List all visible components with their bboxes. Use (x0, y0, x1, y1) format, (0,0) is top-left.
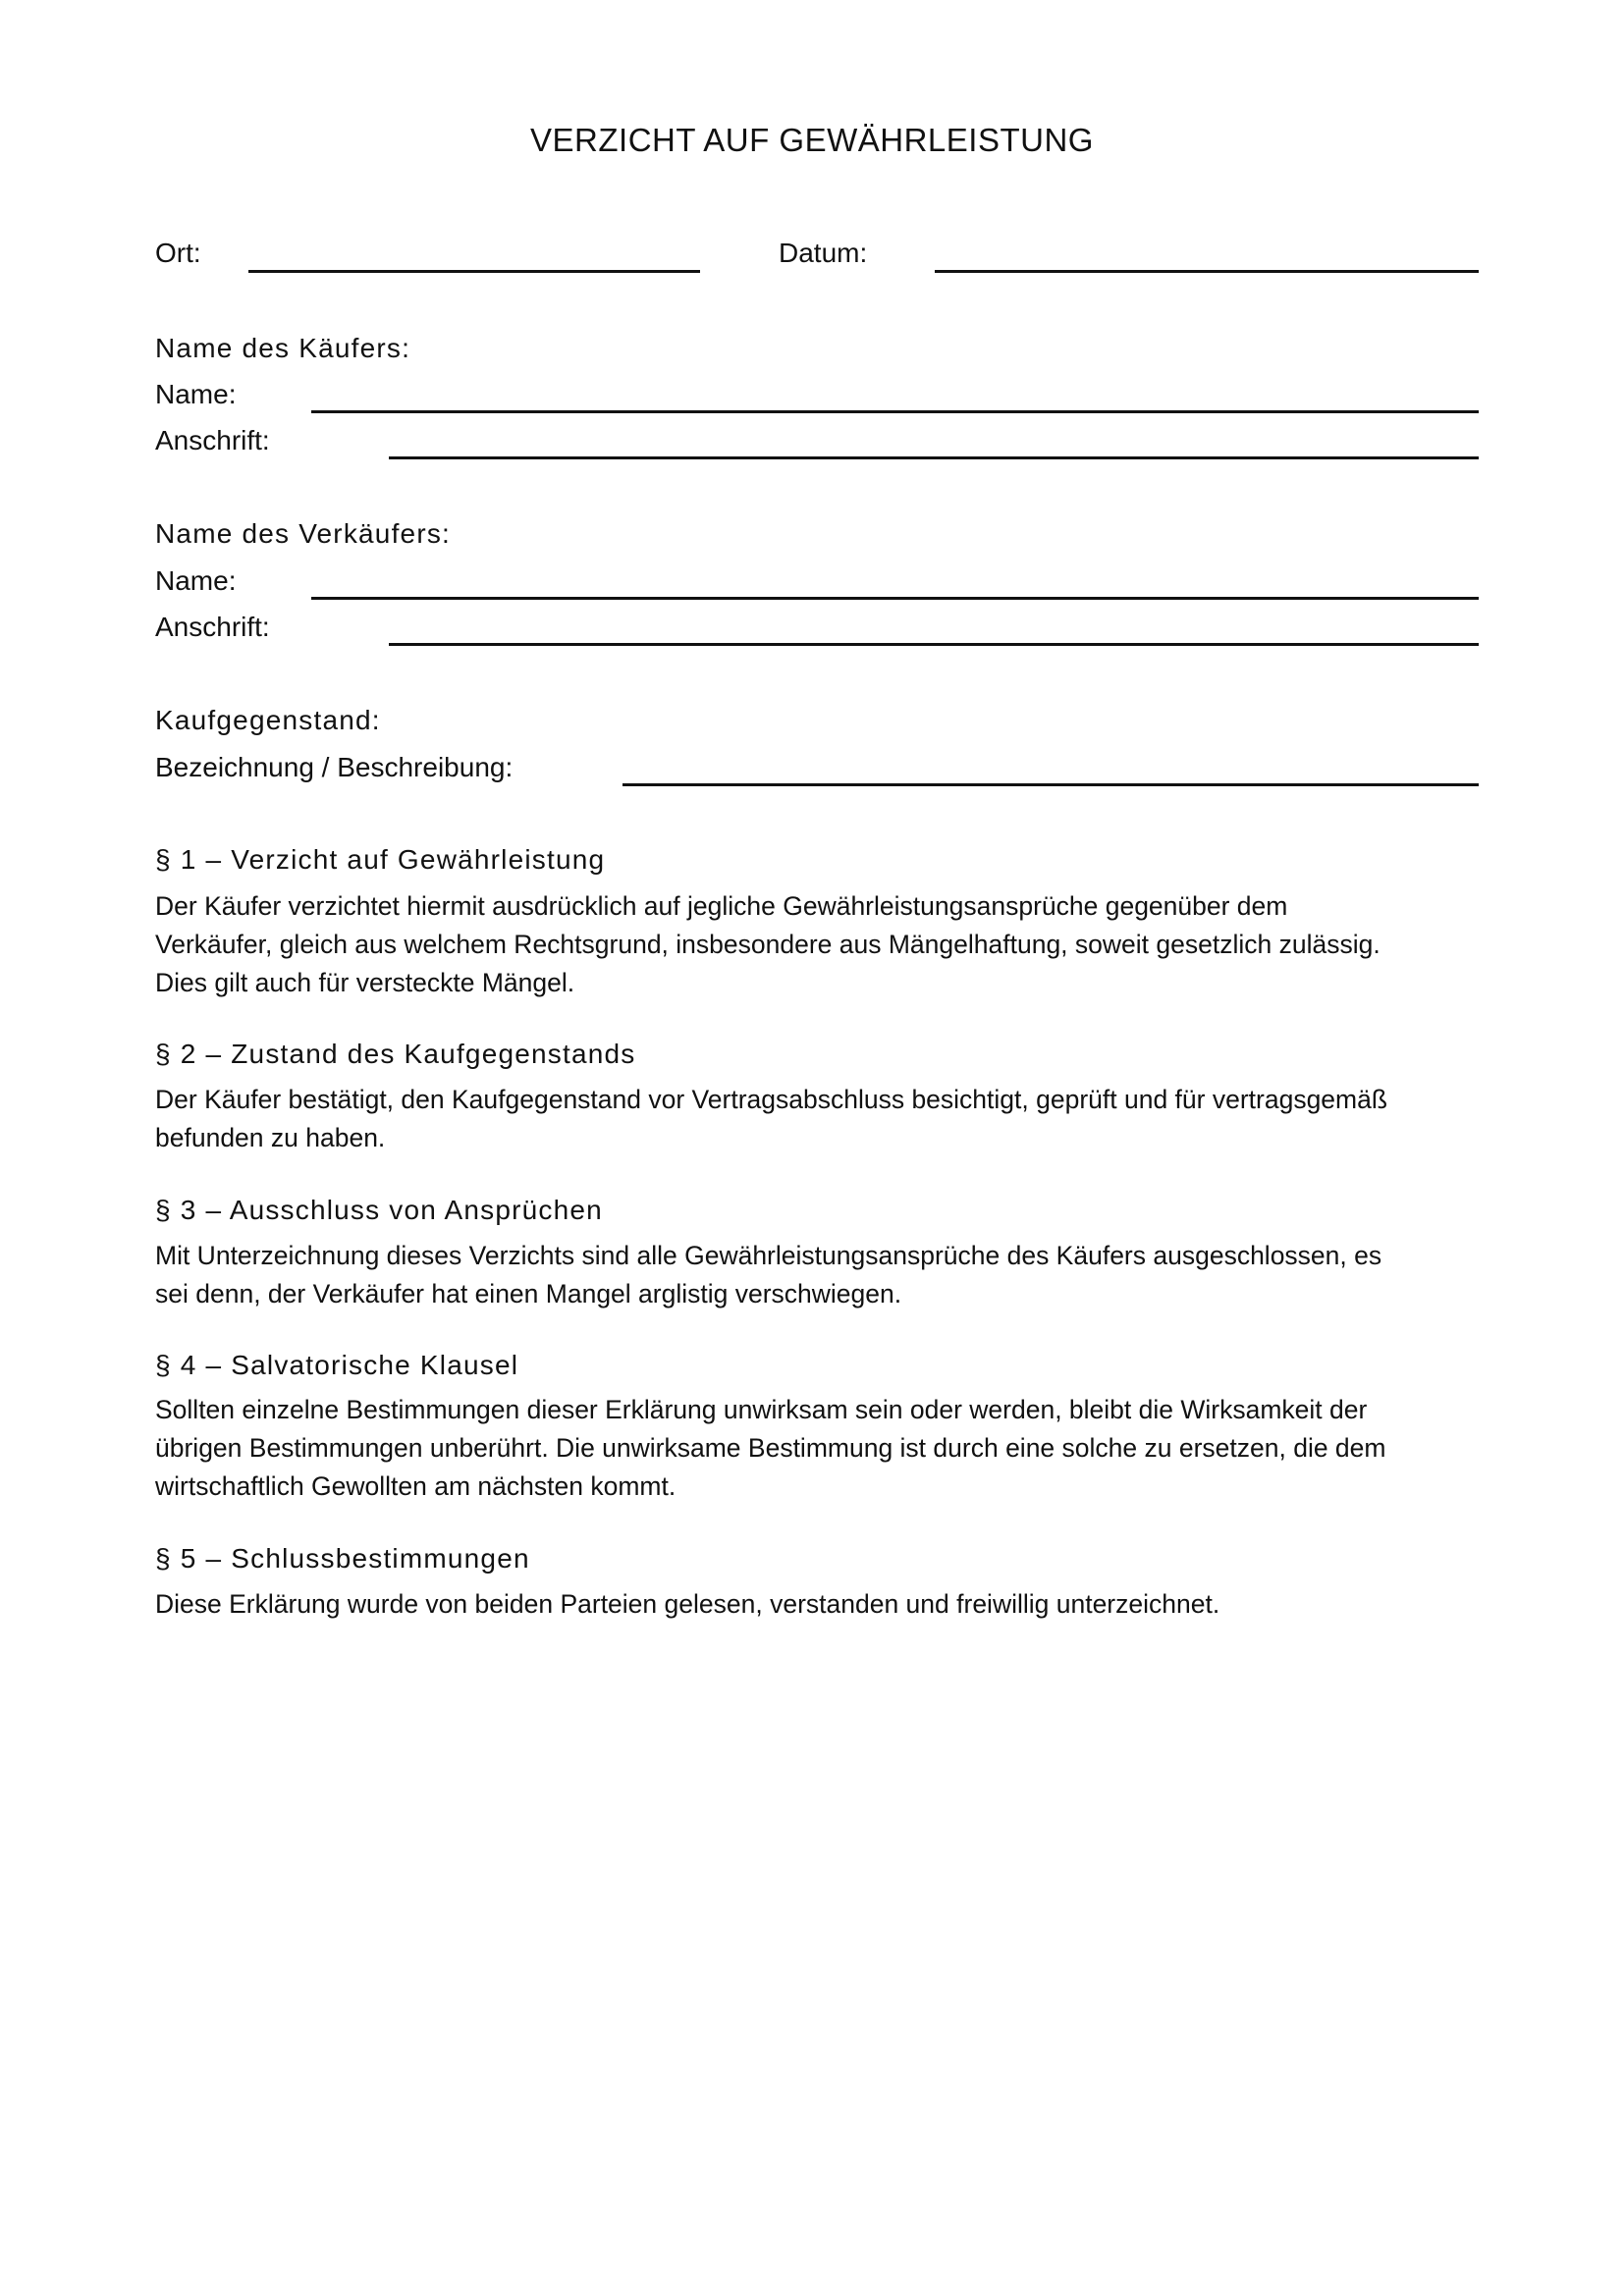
buyer-name-label: Name: (155, 379, 237, 409)
section-4-line: wirtschaftlich Gewollten am nächsten kommt. (155, 1471, 677, 1501)
ort-label: Ort: (155, 238, 201, 268)
section-4-text (155, 1391, 1471, 1506)
buyer-name-field-line[interactable] (311, 410, 1479, 413)
datum-label: Datum: (779, 238, 868, 268)
datum-field-line[interactable] (935, 270, 1479, 273)
section-2-heading: § 2 – Zustand des Kaufgegenstands (155, 1039, 636, 1069)
seller-name-label: Name: (155, 565, 237, 596)
section-1-heading: § 1 – Verzicht auf Gewährleistung (155, 844, 606, 875)
section-5-heading: § 5 – Schlussbestimmungen (155, 1543, 530, 1574)
section-3-heading: § 3 – Ausschluss von Ansprüchen (155, 1195, 603, 1225)
seller-name-field-line[interactable] (311, 597, 1479, 600)
item-description-label: Bezeichnung / Beschreibung: (155, 752, 514, 782)
item-description-field-line[interactable] (623, 783, 1479, 786)
section-4-heading: § 4 – Salvatorische Klausel (155, 1350, 519, 1380)
section-3-line: sei denn, der Verkäufer hat einen Mangel arglistig verschwiegen. (155, 1279, 902, 1308)
section-3-text (155, 1237, 1471, 1313)
buyer-heading: Name des Käufers: (155, 333, 411, 363)
section-4-line: übrigen Bestimmungen unberührt. Die unwirksame Bestimmung ist durch eine solche zu ersetzen, die dem (155, 1433, 1386, 1463)
seller-address-field-line[interactable] (389, 643, 1479, 646)
section-1-text (155, 887, 1471, 1002)
ort-field-line[interactable] (248, 270, 700, 273)
section-5-text (155, 1585, 1471, 1624)
seller-heading: Name des Verkäufers: (155, 518, 452, 549)
section-3-line: Mit Unterzeichnung dieses Verzichts sind alle Gewährleistungsansprüche des Käufers ausgeschlossen, es (155, 1241, 1382, 1270)
section-4-line: Sollten einzelne Bestimmungen dieser Erklärung unwirksam sein oder werden, bleibt die Wirksamkeit der (155, 1395, 1368, 1424)
seller-address-label: Anschrift: (155, 612, 270, 642)
section-1-line: Dies gilt auch für versteckte Mängel. (155, 968, 575, 997)
section-1-line: Verkäufer, gleich aus welchem Rechtsgrund, insbesondere aus Mängelhaftung, soweit gesetzlich zulässig. (155, 930, 1380, 959)
section-5-line: Diese Erklärung wurde von beiden Parteien gelesen, verstanden und freiwillig unterzeichnet. (155, 1589, 1220, 1619)
section-2-line: Der Käufer bestätigt, den Kaufgegenstand vor Vertragsabschluss besichtigt, geprüft und für vertragsgemäß (155, 1085, 1388, 1114)
buyer-address-label: Anschrift: (155, 425, 270, 455)
buyer-address-field-line[interactable] (389, 456, 1479, 459)
section-2-text (155, 1081, 1471, 1157)
item-heading: Kaufgegenstand: (155, 705, 381, 735)
section-1-line: Der Käufer verzichtet hiermit ausdrücklich auf jegliche Gewährleistungsansprüche gegenüber dem (155, 891, 1288, 921)
document-title: VERZICHT AUF GEWÄHRLEISTUNG (530, 122, 1094, 158)
section-2-line: befunden zu haben. (155, 1123, 386, 1152)
